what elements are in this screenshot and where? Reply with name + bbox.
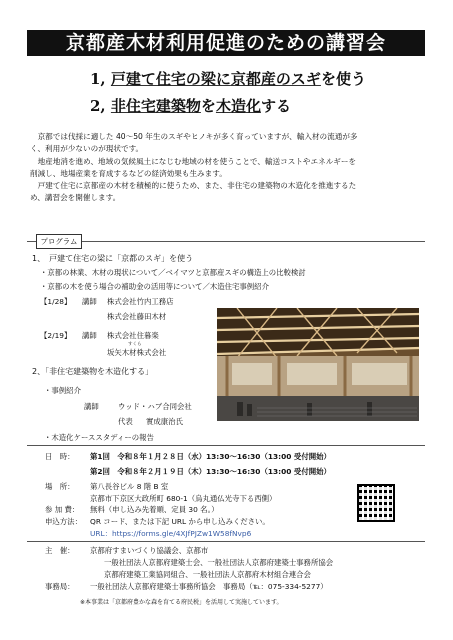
page-title: 京都産木材利用促進のための講習会 (27, 30, 425, 56)
footnote: ※本事業は「京都府豊かな森を育てる府民税」を活用して実施しています。 (80, 599, 283, 606)
place-address: 京都市下京区大政所町 680-1（烏丸通仏光寺下る西側） (90, 494, 277, 503)
section-1-heading: 1、 戸建て住宅の梁に「京都のスギ」を使う (32, 254, 194, 263)
subtitle-2-part3: 木造化 (215, 97, 261, 115)
details-divider (27, 445, 425, 446)
place-name: 第八長谷ビル 8 階 B 室 (90, 482, 169, 491)
representative-word: 代表 (118, 417, 133, 426)
lecturer-org: 株式会社竹内工務店 (107, 297, 174, 306)
intro-line: 戸建て住宅に京都産の木材を積極的に使うため、また、非住宅の建築物の木造化を推進するた (30, 181, 357, 191)
subtitle-2 (90, 95, 291, 116)
program-divider (27, 241, 425, 242)
subtitle-1-part2: 京都産のスギ (230, 70, 321, 88)
lecturer-word: 講師 (82, 297, 97, 306)
section-2-heading: 2、「非住宅建築物を木造化する」 (32, 367, 154, 376)
section-1-bullet: ・京都の林業、木材の現状について／ベイマツと京都産スギの構造上の比較検討 (40, 268, 306, 277)
office-contact: 一般社団法人京都府建築士事務所協会 事務局（℡：075-334-5277） (90, 582, 328, 591)
subtitle-1 (90, 68, 366, 89)
date-row-1: 第1回 令和８年１月２８日（水）13:30～16:30（13:00 受付開始） (90, 452, 331, 461)
subtitle-2-number: 2, (90, 97, 106, 115)
office-label: 事務局： (45, 582, 75, 591)
subtitle-1-part1: 戸建て住宅の梁に (110, 70, 231, 88)
lecturer-org: 坂矢木材株式会社 (107, 348, 167, 357)
subtitle-2-part2: を (200, 97, 216, 115)
lecturer-org: 株式会社住暮楽 (107, 331, 159, 340)
apply-method: QR コード、または下記 URL から申し込みください。 (90, 517, 270, 526)
timber-hall-photo (217, 308, 419, 421)
lecture-date: 【2/19】 (40, 331, 72, 340)
intro-line: 京都では伐採に適した 40～50 年生のスギやヒノキが多く育っていますが、輸入材の流通が多 (30, 132, 358, 141)
qr-code[interactable] (357, 484, 395, 522)
case-study-report: ・木造化ケーススタディーの報告 (44, 433, 154, 442)
subtitle-1-number: 1, (90, 70, 106, 88)
intro-line: 削減し、地場産業を育成するなどの経済効果も生みます。 (30, 168, 227, 178)
intro-paragraph (30, 131, 426, 205)
lecturer-org: ウッド・ハブ合同会社 (118, 402, 192, 411)
apply-label: 申込方法： (45, 517, 82, 526)
lecturer-word: 講師 (84, 402, 99, 411)
date-label: 日 時： (45, 452, 75, 461)
footer-divider (27, 541, 425, 542)
program-label: プログラム (36, 234, 82, 249)
url-label: URL： (90, 529, 113, 538)
section-1-bullet: ・京都の木を使う場合の補助金の活用等について／木造住宅事例紹介 (40, 282, 269, 291)
lecturer-org: 株式会社藤田木材 (107, 312, 167, 321)
lecturer-word: 講師 (82, 331, 97, 340)
place-label: 場 所： (45, 482, 75, 491)
intro-line: 地産地消を進め、地域の気候風土になじむ地域の材を使うことで、輸送コストやエネルギーを (30, 156, 357, 166)
date-row-2: 第2回 令和８年２月１９日（木）13:30～16:30（13:00 受付開始） (90, 467, 331, 476)
host-line: 京都府すまいづくり協議会、京都市 (90, 546, 209, 555)
case-study-label: ・事例紹介 (44, 386, 81, 395)
furigana: すくら (128, 342, 142, 347)
host-label: 主 催： (45, 546, 75, 555)
intro-line: め、講習会を開催します。 (30, 193, 121, 203)
subtitle-1-part3: を使う (320, 70, 366, 88)
intro-line: く、利用が少ないのが現状です。 (30, 144, 144, 154)
representative-name: 實成康治氏 (146, 417, 183, 426)
registration-url-link[interactable]: https://forms.gle/4XJfPJZw1W58fNvp6 (112, 529, 252, 538)
host-line: 一般社団法人京都府建築士会、一般社団法人京都府建築士事務所協会 (104, 558, 334, 567)
host-line: 京都府建築工業協同組合、一般社団法人京都府木材組合連合会 (104, 570, 311, 579)
fee-value: 無料（申し込み先着順、定員 30 名。） (90, 505, 219, 514)
lecture-date: 【1/28】 (40, 297, 72, 306)
subtitle-2-part4: する (260, 97, 291, 115)
subtitle-2-part1: 非住宅建築物 (110, 97, 201, 115)
fee-label: 参 加 費： (45, 505, 80, 514)
